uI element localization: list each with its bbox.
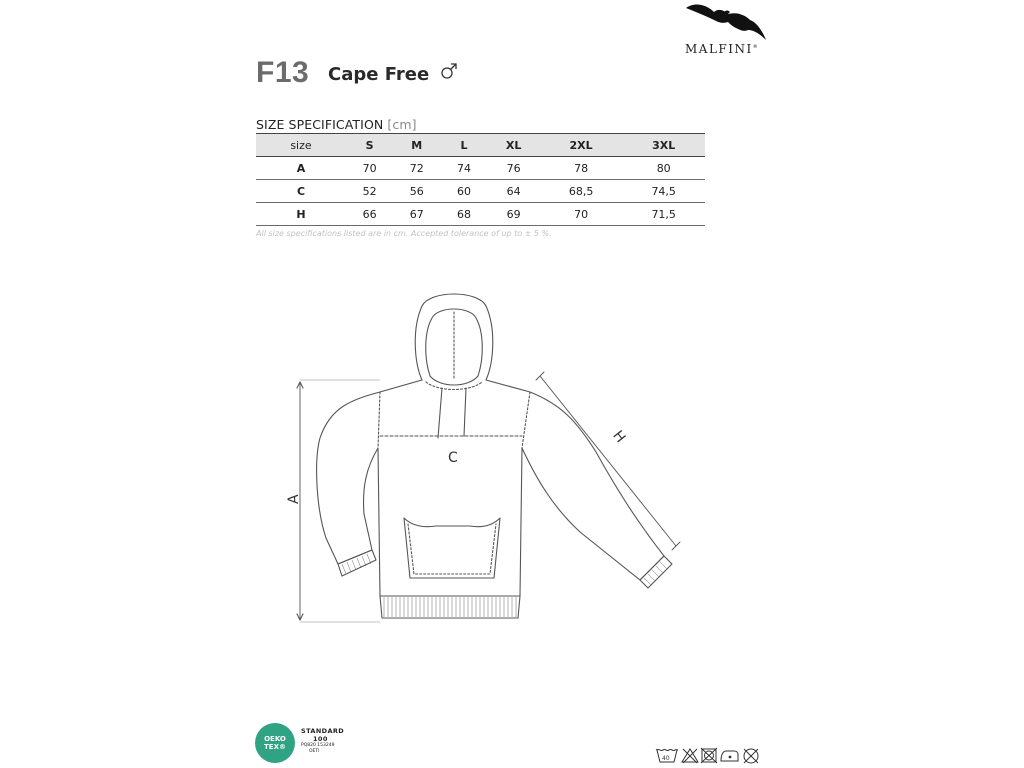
table-header-cell: L [440,134,487,157]
size-spec-table [256,133,705,226]
male-symbol-icon [440,61,460,81]
no-tumble-dry-icon [701,748,717,763]
brand-name: MALFINI® [685,42,758,56]
product-name: Cape Free [328,64,430,85]
brand-logo [676,0,776,64]
drawstring-left [438,388,442,438]
left-cuff [338,550,376,576]
kangaroo-pocket [404,518,500,578]
oeko-tex-text: STANDARD 100 PQ820 153249 OETI [301,727,345,754]
table-header-cell: M [393,134,440,157]
table-header-cell: size [256,134,346,157]
row-label: H [256,203,346,226]
table-row [256,157,705,180]
no-bleach-icon [682,749,698,763]
table-cell: 70 [540,203,623,226]
table-row [256,203,705,226]
table-cell: 52 [346,180,393,203]
table-cell: 70 [346,157,393,180]
dimension-label-a: A [286,494,302,504]
row-label: A [256,157,346,180]
iron-low-icon [721,751,738,761]
table-cell: 60 [440,180,487,203]
table-cell: 68 [440,203,487,226]
table-cell: 80 [622,157,705,180]
table-header-row [256,134,705,157]
no-dry-clean-icon [744,749,758,763]
table-cell: 66 [346,203,393,226]
table-cell: 67 [393,203,440,226]
eagle-icon [684,0,768,42]
table-cell: 69 [488,203,540,226]
product-code: F13 [256,56,310,89]
spec-unit: [cm] [387,117,417,132]
table-row [256,180,705,203]
dimension-label-h: H [609,427,629,447]
drawstring-right [464,388,466,436]
table-cell: 64 [488,180,540,203]
table-cell: 74,5 [622,180,705,203]
table-header-cell: 3XL [622,134,705,157]
table-header-cell: 2XL [540,134,623,157]
table-cell: 56 [393,180,440,203]
care-symbols [655,746,767,766]
table-header-cell: XL [488,134,540,157]
tolerance-note: All size specifications listed are in cm. Accepted tolerance of up to ± 5 %. [256,229,552,238]
wash-40-icon [656,749,678,762]
table-cell: 68,5 [540,180,623,203]
table-cell: 74 [440,157,487,180]
row-label: C [256,180,346,203]
oeko-tex-badge: OEKO TEX® [255,723,295,763]
waistband [380,596,520,618]
table-header-cell: S [346,134,393,157]
table-cell: 76 [488,157,540,180]
svg-text:40: 40 [662,755,670,762]
right-cuff [640,556,672,588]
hoodie-drawing [280,288,700,638]
table-cell: 71,5 [622,203,705,226]
dimension-label-c: C [448,450,458,466]
table-cell: 72 [393,157,440,180]
spec-title: SIZE SPECIFICATION [cm] [256,117,417,132]
table-cell: 78 [540,157,623,180]
